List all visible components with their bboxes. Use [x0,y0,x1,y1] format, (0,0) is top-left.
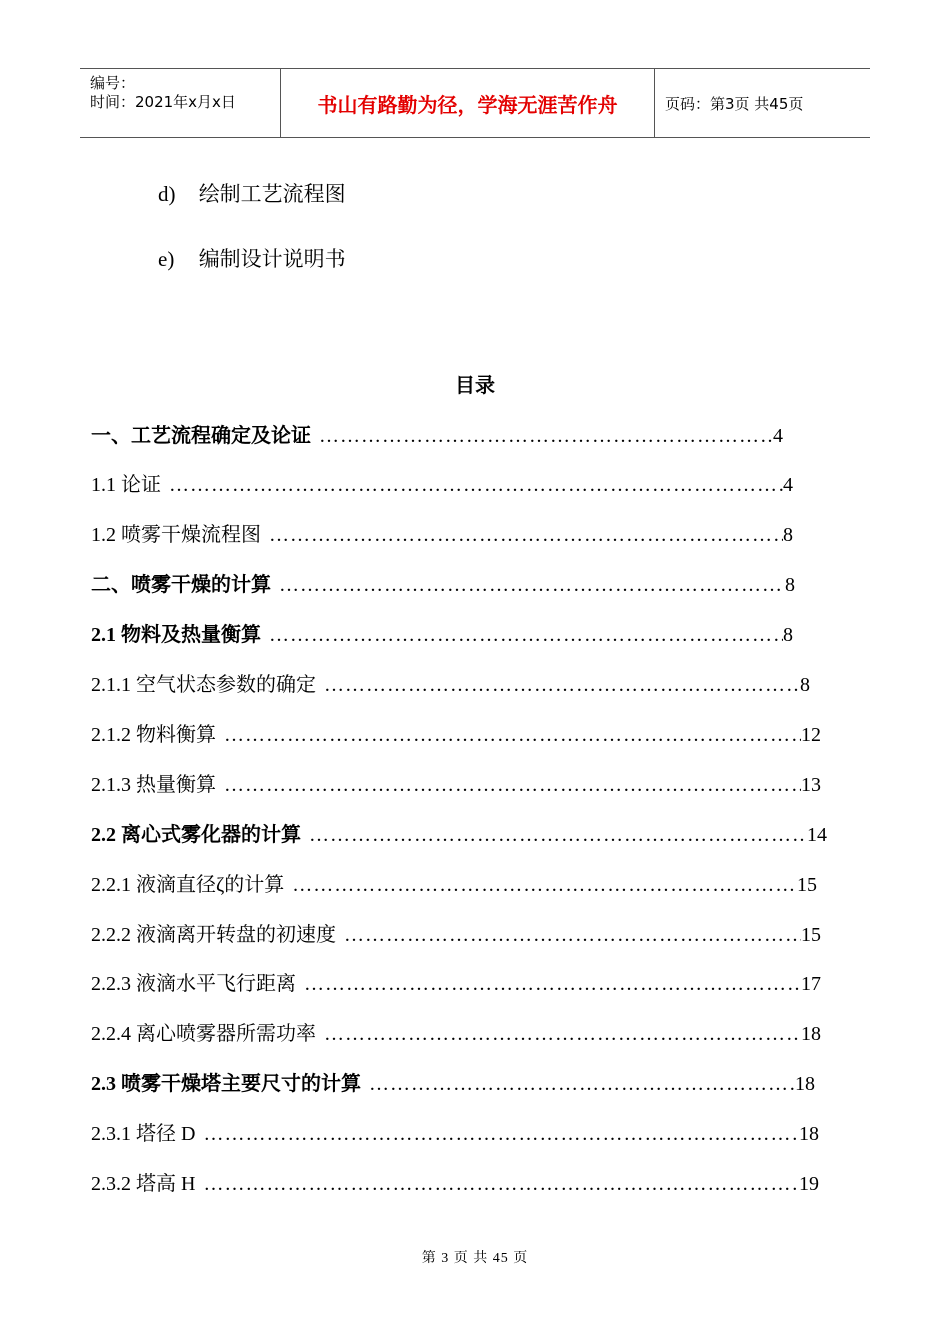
toc-entry-page: 19 [799,1173,819,1195]
toc-entry [91,868,817,896]
toc-entry-page: 8 [783,524,793,546]
page-header [80,68,870,138]
toc-entry [91,918,821,946]
list-item [158,178,346,208]
toc-entry-title: 2.2 离心式雾化器的计算 [91,824,301,846]
toc-leader-dots [336,924,801,947]
toc-leader-dots [161,474,783,497]
toc-entry-title: 2.3 喷雾干燥塔主要尺寸的计算 [91,1073,361,1095]
toc-entry [91,518,793,546]
toc-entry-title: 2.1.1 空气状态参数的确定 [91,674,316,696]
toc-entry [91,1117,819,1145]
header-meta [80,69,281,137]
toc-entry-page: 4 [773,425,783,447]
toc-entry-title: 2.2.2 液滴离开转盘的初速度 [91,924,336,946]
toc-entry [91,568,795,596]
toc-entry [91,668,810,696]
list-item [158,243,346,273]
toc-entry-page: 14 [807,824,827,846]
toc-entry-title: 2.3.2 塔高 H [91,1173,196,1195]
toc-entry-page: 17 [801,973,821,995]
toc-entry-page: 8 [783,624,793,646]
toc-leader-dots [361,1073,795,1096]
toc-entry [91,718,821,746]
toc-entry [91,967,821,995]
toc-leader-dots [195,1123,799,1146]
toc-leader-dots [216,774,801,797]
toc-entry [91,1167,819,1195]
toc-entry [91,419,783,447]
toc-leader-dots [261,624,783,647]
toc-entry-page: 15 [801,924,821,946]
toc-title: 目录 [455,373,495,397]
list-item-text: 绘制工艺流程图 [198,182,346,206]
toc-leader-dots [195,1173,799,1196]
toc-leader-dots [316,674,800,697]
toc-leader-dots [216,724,801,747]
toc-entry [91,468,793,496]
toc-entry [91,1017,821,1045]
toc-entry-title: 2.3.1 塔径 D [91,1123,196,1145]
toc-entry-page: 4 [783,474,793,496]
list-item-label: d) [158,182,176,206]
toc-entry-title: 1.1 论证 [91,474,161,496]
toc-leader-dots [261,524,783,547]
toc-entry-title: 2.1.2 物料衡算 [91,724,216,746]
header-motto: 书山有路勤为径，学海无涯苦作舟 [281,69,655,137]
toc-entry [91,1067,815,1095]
list-item-label: e) [158,247,175,271]
toc-entry-page: 13 [801,774,821,796]
toc-entry-title: 2.2.1 液滴直径ζ的计算 [91,874,285,896]
time-label: 时间：2021年x月x日 [90,93,236,111]
toc-leader-dots [271,574,785,597]
toc-entry-page: 18 [795,1073,815,1095]
number-label: 编号： [90,74,136,92]
toc-entry-title: 2.2.4 离心喷雾器所需功率 [91,1023,316,1045]
toc-entry-title: 1.2 喷雾干燥流程图 [91,524,261,546]
toc-entry-page: 18 [799,1123,819,1145]
toc-entry [91,768,821,796]
toc-entry-page: 8 [800,674,810,696]
toc-entry-title: 2.2.3 液滴水平飞行距离 [91,973,296,995]
toc-entry-title: 一、工艺流程确定及论证 [91,425,311,447]
list-item-text: 编制设计说明书 [198,247,346,271]
toc-entry-title: 2.1 物料及热量衡算 [91,624,261,646]
toc-leader-dots [301,824,807,847]
toc-entry-title: 2.1.3 热量衡算 [91,774,216,796]
toc-leader-dots [311,425,773,448]
header-page-info: 页码：第3页 共45页 [665,94,804,113]
toc-entry-page: 8 [785,574,795,596]
toc-leader-dots [284,874,797,897]
page-footer: 第 3 页 共 45 页 [421,1251,529,1266]
toc-entry-page: 18 [801,1023,821,1045]
toc-entry-page: 15 [797,874,817,896]
toc-entry [91,818,827,846]
toc-entry-title: 二、喷雾干燥的计算 [91,574,271,596]
toc-leader-dots [296,973,801,996]
toc-entry-page: 12 [801,724,821,746]
toc-leader-dots [316,1023,801,1046]
toc-entry [91,618,793,646]
